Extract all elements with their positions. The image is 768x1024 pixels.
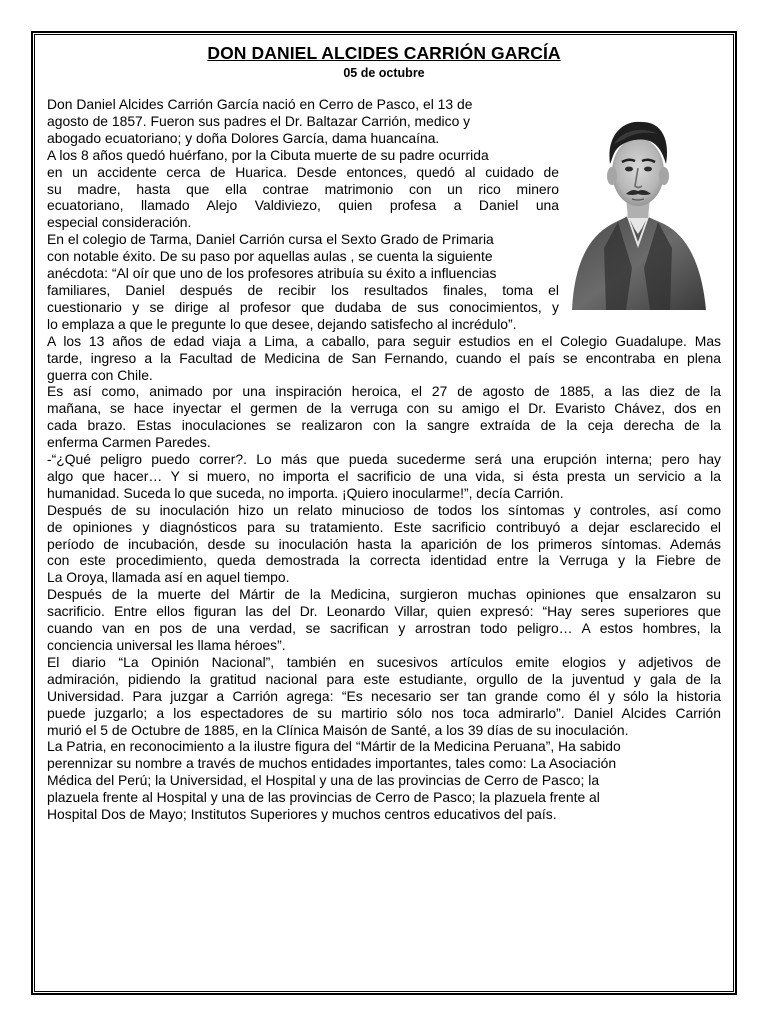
text-line: ecuatoriano, llamado Alejo Valdiviezo, quien profesa a Daniel una <box>47 197 559 214</box>
biography-text <box>47 96 721 823</box>
text-line: A los 13 años de edad viaja a Lima, a caballo, para seguir estudios en el Colegio Guadalupe. Mas <box>47 332 721 349</box>
text-line: conciencia universal les llama héroes”. <box>47 637 286 653</box>
text-line: humanidad. Suceda lo que suceda, no importa. ¡Quiero inocularme!”, decía Carrión. <box>47 484 564 501</box>
text-line: especial consideración. <box>47 214 192 231</box>
text-line: admiración, pidiendo la gratitud nacional para este estudiante, orgullo de la juventud y gala de la <box>47 670 721 687</box>
text-line: Es así como, animado por una inspiración heroica, el 27 de agosto de 1885, a las diez de la <box>47 383 721 400</box>
text-line: En el colegio de Tarma, Daniel Carrión cursa el Sexto Grado de Primaria <box>47 231 494 248</box>
text-line: perennizar su nombre a través de muchos entidades importantes, tales como: La Asociación <box>47 755 617 772</box>
text-line: familiares, Daniel después de recibir los resultados finales, toma el <box>47 281 559 298</box>
text-line: tarde, ingreso a la Facultad de Medicina de San Fernando, cuando el país se encontraba en plena <box>47 349 721 366</box>
text-line: Don Daniel Alcides Carrión García nació en Cerro de Pasco, el 13 de <box>47 96 473 112</box>
text-line: cuando van en pos de una verdad, se sacrifican y arrostran todo peligro… A estos hombres, la <box>47 620 721 637</box>
text-line: agosto de 1857. Fueron sus padres el Dr. Baltazar Carrión, medico y <box>47 112 471 129</box>
text-line: con este procedimiento, queda demostrada la correcta identidad entre la Verruga y la Fiebre de <box>47 552 721 569</box>
text-line: mañana, se hace inyectar el germen de la verruga con su amigo el Dr. Evaristo Chávez, dos en <box>47 400 721 417</box>
text-line: Hospital Dos de Mayo; Institutos Superiores y muchos centros educativos del país. <box>47 806 557 823</box>
text-line: Médica del Perú; la Universidad, el Hospital y una de las provincias de Cerro de Pasco; la <box>47 772 600 789</box>
text-line: de opiniones y diagnósticos para su tratamiento. Este sacrificio contribuyó a dejar esclarecido el <box>47 518 721 535</box>
text-line: La Oroya, llamada así en aquel tiempo. <box>47 569 290 586</box>
text-line: cada brazo. Estas inoculaciones se realizaron con la sangre extraída de la ceja derecha de la <box>47 417 721 434</box>
text-line: período de incubación, desde su inoculación hasta la aparición de los primeros síntomas. Además <box>47 535 721 552</box>
text-line: anécdota: “Al oír que uno de los profesores atribuía su éxito a influencias <box>47 265 497 282</box>
text-line: con notable éxito. De su paso por aquellas aulas , se cuenta la siguiente <box>47 248 493 265</box>
text-line: Después de su inoculación hizo un relato minucioso de todos los síntomas y controles, así como <box>47 501 721 518</box>
page-date: 05 de octubre <box>343 66 425 80</box>
text-line: cuestionario y se dirige al profesor que dudaba de sus conocimientos, y <box>47 298 559 315</box>
text-line: algo que hacer… Y si muero, no importa el sacrificio de una vida, si ésta presta un servicio a la <box>47 467 721 484</box>
text-line: El diario “La Opinión Nacional”, también en sucesivos artículos emite elogios y adjetivos de <box>47 653 721 670</box>
text-line: lo emplaza a que le pregunte lo que desee, dejando satisfecho al incrédulo”. <box>47 315 517 332</box>
text-line: plazuela frente al Hospital y una de las provincias de Cerro de Pasco; la plazuela frente al <box>47 789 600 806</box>
text-line: A los 8 años quedó huérfano, por la Cibuta muerte de su padre ocurrida <box>47 146 489 163</box>
text-line: murió el 5 de Octubre de 1885, en la Clínica Maisón de Santé, a los 39 días de su inoculación. <box>47 721 629 738</box>
text-line: abogado ecuatoriano; y doña Dolores García, dama huancaína. <box>47 129 440 146</box>
text-line: enferma Carmen Paredes. <box>47 434 211 451</box>
text-line: -“¿Qué peligro puedo correr?. Lo más que pueda sucederme será una erupción interna; pero hay <box>47 451 721 468</box>
text-line: Después de la muerte del Mártir de la Medicina, surgieron muchas opiniones que ensalzaron su <box>47 586 721 603</box>
text-line: La Patria, en reconocimiento a la ilustre figura del “Mártir de la Medicina Peruana”, Ha sabido <box>47 738 621 755</box>
text-line: su madre, hasta que ella contrae matrimonio con un rico minero <box>47 180 559 197</box>
page-title: DON DANIEL ALCIDES CARRIÓN GARCÍA <box>207 43 561 63</box>
text-line: sacrificio. Entre ellos figuran las del Dr. Leonardo Villar, quien expresó: “Hay seres superiores que <box>47 603 721 620</box>
text-line: guerra con Chile. <box>47 366 153 383</box>
text-line: puede juzgarlo; a los espectadores de su martirio sólo nos toca admirarlo”. Daniel Alcides Carrión <box>47 704 721 721</box>
text-line: en un accidente cerca de Huarica. Desde entonces, quedó al cuidado de <box>47 163 559 180</box>
text-line: Universidad. Para juzgar a Carrión agrega: “Es necesario ser tan grande como él y sólo la historia <box>47 687 721 704</box>
